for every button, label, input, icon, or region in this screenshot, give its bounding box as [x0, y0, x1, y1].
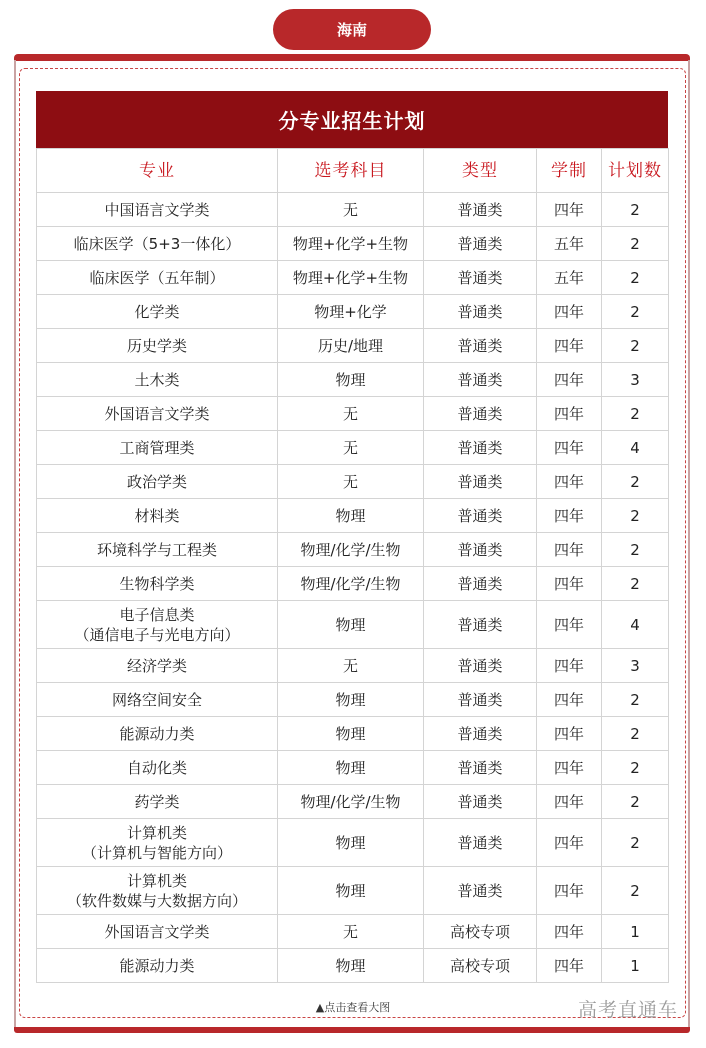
major-text: （通信电子与光电方向）: [74, 625, 240, 644]
cell-subjects: 物理+化学+生物: [278, 227, 424, 261]
cell-major: [37, 227, 278, 261]
cell-subjects: 物理+化学: [278, 295, 424, 329]
major-text: （计算机与智能方向）: [81, 843, 232, 862]
cell-count: 2: [602, 785, 669, 819]
cell-duration: 四年: [537, 601, 602, 649]
cell-subjects: 物理: [278, 363, 424, 397]
cell-major: [37, 751, 278, 785]
table-row: [37, 499, 669, 533]
major-text: 中国语言文学类: [104, 200, 210, 219]
cell-subjects: 无: [278, 465, 424, 499]
cell-duration: 四年: [537, 397, 602, 431]
cell-major: [37, 867, 278, 915]
table-row: [37, 785, 669, 819]
cell-count: 2: [602, 193, 669, 227]
cell-duration: 四年: [537, 567, 602, 601]
cell-count: 3: [602, 363, 669, 397]
major-text: 药学类: [134, 792, 180, 811]
table-row: [37, 601, 669, 649]
cell-subjects: 物理/化学/生物: [278, 533, 424, 567]
major-text: 能源动力类: [119, 956, 195, 975]
cell-duration: 四年: [537, 949, 602, 983]
enrollment-table-image[interactable]: [36, 91, 668, 983]
major-text: 电子信息类: [119, 605, 195, 624]
cell-major: [37, 431, 278, 465]
cell-subjects: 物理+化学+生物: [278, 261, 424, 295]
table-row: [37, 261, 669, 295]
major-text: 生物科学类: [119, 574, 195, 593]
cell-subjects: 无: [278, 649, 424, 683]
table-row: [37, 915, 669, 949]
cell-count: 2: [602, 261, 669, 295]
cell-count: 2: [602, 717, 669, 751]
major-text: 能源动力类: [119, 724, 195, 743]
cell-duration: 四年: [537, 751, 602, 785]
cell-major: [37, 683, 278, 717]
cell-type: 高校专项: [424, 949, 537, 983]
cell-subjects: 历史/地理: [278, 329, 424, 363]
cell-major: [37, 397, 278, 431]
major-text: 经济学类: [126, 656, 187, 675]
major-text: 计算机类: [126, 871, 187, 890]
cell-duration: 四年: [537, 363, 602, 397]
major-text: 自动化类: [126, 758, 187, 777]
cell-count: 2: [602, 819, 669, 867]
table-row: [37, 717, 669, 751]
major-text: 历史学类: [126, 336, 187, 355]
cell-subjects: 物理/化学/生物: [278, 567, 424, 601]
cell-subjects: 无: [278, 193, 424, 227]
cell-duration: 四年: [537, 499, 602, 533]
cell-type: 普通类: [424, 785, 537, 819]
cell-subjects: 物理: [278, 819, 424, 867]
major-text: 材料类: [134, 506, 180, 525]
major-text: 土木类: [134, 370, 180, 389]
region-pill: 海南: [273, 9, 431, 50]
cell-major: [37, 499, 278, 533]
cell-type: 普通类: [424, 465, 537, 499]
cell-major: [37, 601, 278, 649]
cell-subjects: 物理: [278, 499, 424, 533]
cell-count: 4: [602, 431, 669, 465]
cell-count: 2: [602, 465, 669, 499]
cell-type: 普通类: [424, 193, 537, 227]
cell-type: 普通类: [424, 751, 537, 785]
cell-type: 普通类: [424, 683, 537, 717]
cell-type: 普通类: [424, 717, 537, 751]
header-count: 计划数: [602, 149, 669, 193]
cell-major: [37, 785, 278, 819]
cell-type: 普通类: [424, 329, 537, 363]
header-duration: 学制: [537, 149, 602, 193]
cell-type: 普通类: [424, 431, 537, 465]
cell-type: 普通类: [424, 295, 537, 329]
cell-major: [37, 567, 278, 601]
table-row: [37, 431, 669, 465]
cell-duration: 四年: [537, 915, 602, 949]
cell-duration: 四年: [537, 329, 602, 363]
cell-count: 3: [602, 649, 669, 683]
cell-major: [37, 261, 278, 295]
cell-major: [37, 465, 278, 499]
major-text: 临床医学（5+3一体化）: [73, 234, 241, 253]
major-text: 计算机类: [126, 823, 187, 842]
cell-major: [37, 329, 278, 363]
cell-subjects: 物理/化学/生物: [278, 785, 424, 819]
cell-subjects: 物理: [278, 717, 424, 751]
table-row: [37, 949, 669, 983]
cell-major: [37, 949, 278, 983]
header-subjects: 选考科目: [278, 149, 424, 193]
cell-count: 1: [602, 949, 669, 983]
table-row: [37, 819, 669, 867]
cell-count: 1: [602, 915, 669, 949]
cell-major: [37, 363, 278, 397]
table-row: [37, 683, 669, 717]
cell-type: 普通类: [424, 649, 537, 683]
table-title: 分专业招生计划: [36, 91, 668, 148]
cell-count: 2: [602, 533, 669, 567]
cell-type: 普通类: [424, 397, 537, 431]
cell-major: [37, 295, 278, 329]
major-text: 工商管理类: [119, 438, 195, 457]
watermark: 高考直通车: [577, 999, 678, 1021]
cell-type: 普通类: [424, 363, 537, 397]
table-row: [37, 867, 669, 915]
cell-count: 4: [602, 601, 669, 649]
cell-major: [37, 915, 278, 949]
table-row: [37, 397, 669, 431]
cell-duration: 四年: [537, 295, 602, 329]
cell-subjects: 物理: [278, 683, 424, 717]
cell-subjects: 物理: [278, 601, 424, 649]
cell-count: 2: [602, 397, 669, 431]
cell-count: 2: [602, 751, 669, 785]
cell-type: 普通类: [424, 867, 537, 915]
cell-duration: 四年: [537, 785, 602, 819]
table-row: [37, 227, 669, 261]
header-type: 类型: [424, 149, 537, 193]
cell-major: [37, 193, 278, 227]
cell-type: 普通类: [424, 261, 537, 295]
cell-subjects: 物理: [278, 751, 424, 785]
cell-duration: 四年: [537, 431, 602, 465]
cell-subjects: 物理: [278, 949, 424, 983]
cell-count: 2: [602, 329, 669, 363]
table-row: [37, 363, 669, 397]
table-row: [37, 751, 669, 785]
view-large-image-caption[interactable]: ▲点击查看大图: [315, 1001, 391, 1014]
major-text: 外国语言文学类: [104, 404, 210, 423]
cell-duration: 四年: [537, 193, 602, 227]
cell-count: 2: [602, 499, 669, 533]
cell-type: 普通类: [424, 533, 537, 567]
cell-duration: 四年: [537, 533, 602, 567]
cell-count: 2: [602, 295, 669, 329]
major-text: 化学类: [134, 302, 180, 321]
cell-type: 普通类: [424, 499, 537, 533]
card-bottom-bar: [14, 1027, 690, 1033]
cell-subjects: 无: [278, 431, 424, 465]
cell-count: 2: [602, 683, 669, 717]
cell-major: [37, 819, 278, 867]
cell-duration: 四年: [537, 819, 602, 867]
major-text: 政治学类: [126, 472, 187, 491]
cell-count: 2: [602, 567, 669, 601]
table-row: [37, 465, 669, 499]
enrollment-table: [36, 148, 669, 983]
cell-duration: 四年: [537, 867, 602, 915]
cell-subjects: 物理: [278, 867, 424, 915]
table-row: [37, 649, 669, 683]
cell-count: 2: [602, 227, 669, 261]
major-text: 环境科学与工程类: [96, 540, 217, 559]
table-row: [37, 193, 669, 227]
cell-major: [37, 533, 278, 567]
table-header-row: [37, 149, 669, 193]
table-row: [37, 295, 669, 329]
cell-type: 普通类: [424, 819, 537, 867]
cell-major: [37, 717, 278, 751]
header-major: 专业: [37, 149, 278, 193]
major-text: 临床医学（五年制）: [89, 268, 225, 287]
table-row: [37, 533, 669, 567]
table-row: [37, 567, 669, 601]
cell-duration: 五年: [537, 261, 602, 295]
cell-count: 2: [602, 867, 669, 915]
cell-duration: 四年: [537, 465, 602, 499]
cell-type: 普通类: [424, 601, 537, 649]
major-text: 网络空间安全: [111, 690, 202, 709]
cell-subjects: 无: [278, 397, 424, 431]
cell-major: [37, 649, 278, 683]
cell-type: 普通类: [424, 227, 537, 261]
table-row: [37, 329, 669, 363]
cell-type: 普通类: [424, 567, 537, 601]
major-text: 外国语言文学类: [104, 922, 210, 941]
cell-duration: 四年: [537, 717, 602, 751]
cell-duration: 四年: [537, 649, 602, 683]
major-text: （软件数媒与大数据方向）: [66, 891, 247, 910]
cell-type: 高校专项: [424, 915, 537, 949]
cell-subjects: 无: [278, 915, 424, 949]
cell-duration: 五年: [537, 227, 602, 261]
cell-duration: 四年: [537, 683, 602, 717]
